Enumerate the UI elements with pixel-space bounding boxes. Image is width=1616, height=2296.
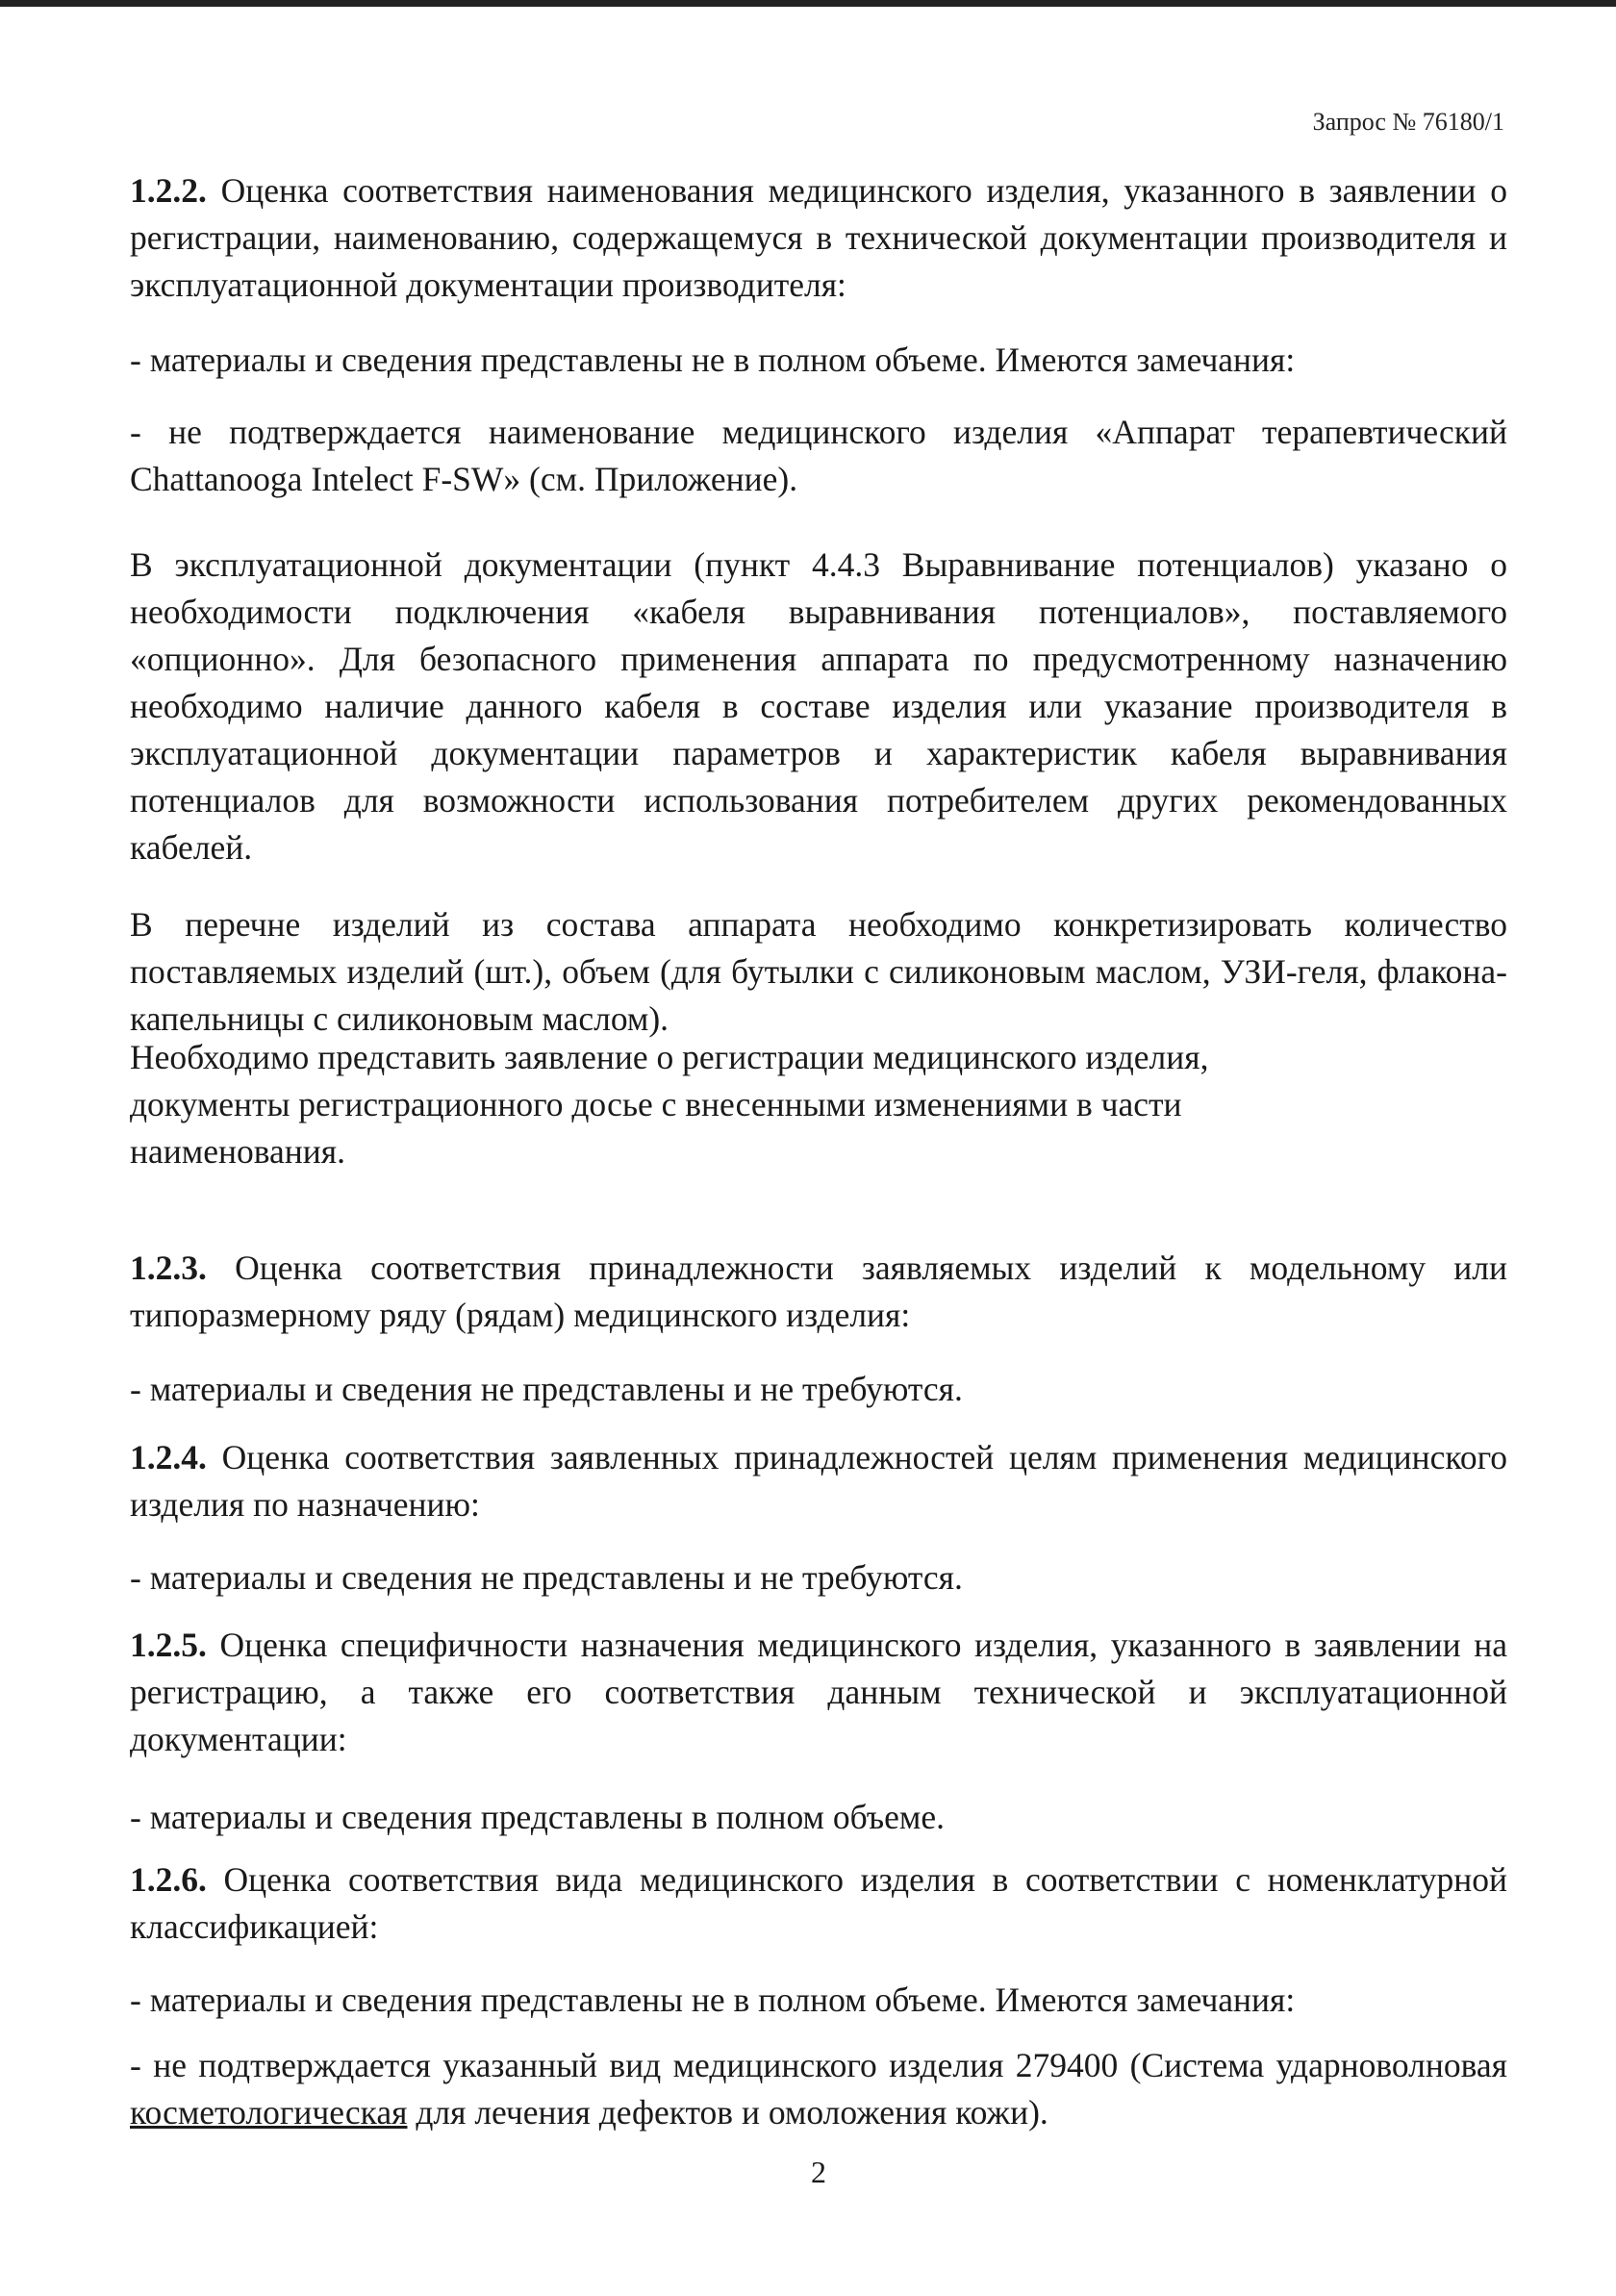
section-1-2-6-heading [130, 1856, 1507, 1951]
section-number: 1.2.3. [130, 1249, 207, 1287]
section-1-2-2-paragraph-composition: В перечне изделий из состава аппарата необходимо конкретизировать количество поставляемых изделий (шт.), объем (для бутылки с силиконовым маслом, УЗИ-геля, флакона-капельницы с силиконовым маслом). [130, 905, 1507, 1038]
section-title: Оценка соответствия принадлежности заявляемых изделий к модельному или типоразмерному ряду (рядам) медицинского изделия: [130, 1249, 1507, 1334]
section-title: Оценка соответствия вида медицинского изделия в соответствии с номенклатурной классификацией: [130, 1860, 1507, 1946]
section-1-2-3-heading [130, 1245, 1507, 1339]
section-1-2-2-remark: - не подтверждается наименование медицинского изделия «Аппарат терапевтический Chattanooga Intelect F-SW» (см. Приложение). [130, 413, 1507, 498]
section-1-2-4-status: - материалы и сведения не представлены и не требуются. [130, 1558, 963, 1597]
section-title: Оценка соответствия наименования медицинского изделия, указанного в заявлении о регистрации, наименованию, содержащемуся в технической документации производителя и эксплуатационной документации производителя: [130, 171, 1507, 304]
section-1-2-2-paragraph-cable: В эксплуатационной документации (пункт 4.4.3 Выравнивание потенциалов) указано о необходимости подключения «кабеля выравнивания потенциалов», поставляемого «опционно». Для безопасного применения аппарата по предусмотренному назначению необходимо наличие данного кабеля в составе изделия или указание производителя в эксплуатационной документации параметров и характеристик кабеля выравнивания потенциалов для возможности использования потребителем других рекомендованных кабелей. [130, 545, 1507, 867]
section-number: 1.2.5. [130, 1626, 207, 1664]
request-number: Запрос № 76180/1 [1312, 108, 1504, 136]
section-1-2-6-remark: - не подтверждается указанный вид медицинского изделия 279400 (Система ударноволновая косметологическая для лечения дефектов и омоложения кожи). [130, 2046, 1507, 2132]
section-1-2-2-status: - материалы и сведения представлены не в полном объеме. Имеются замечания: [130, 341, 1296, 379]
section-1-2-2-heading [130, 167, 1507, 309]
section-title: Оценка соответствия заявленных принадлежностей целям применения медицинского изделия по назначению: [130, 1438, 1507, 1524]
section-1-2-5-heading [130, 1622, 1507, 1763]
section-1-2-5-status: - материалы и сведения представлены в полном объеме. [130, 1798, 946, 1836]
section-number: 1.2.2. [130, 171, 207, 210]
document-page [130, 0, 1507, 2296]
section-number: 1.2.6. [130, 1860, 207, 1899]
section-number: 1.2.4. [130, 1438, 207, 1476]
section-1-2-6-status: - материалы и сведения представлены не в полном объеме. Имеются замечания: [130, 1981, 1296, 2019]
section-1-2-2-paragraph-request: Необходимо представить заявление о регистрации медицинского изделия, документы регистрационного досье с внесенными изменениями в части наименования. [130, 1038, 1209, 1171]
section-title: Оценка специфичности назначения медицинского изделия, указанного в заявлении на регистрацию, а также его соответствия данным технической и эксплуатационной документации: [130, 1626, 1507, 1758]
page-number: 2 [811, 2155, 826, 2189]
section-1-2-4-heading [130, 1434, 1507, 1528]
section-1-2-3-status: - материалы и сведения не представлены и не требуются. [130, 1370, 963, 1408]
underlined-term: косметологическая [130, 2093, 408, 2132]
